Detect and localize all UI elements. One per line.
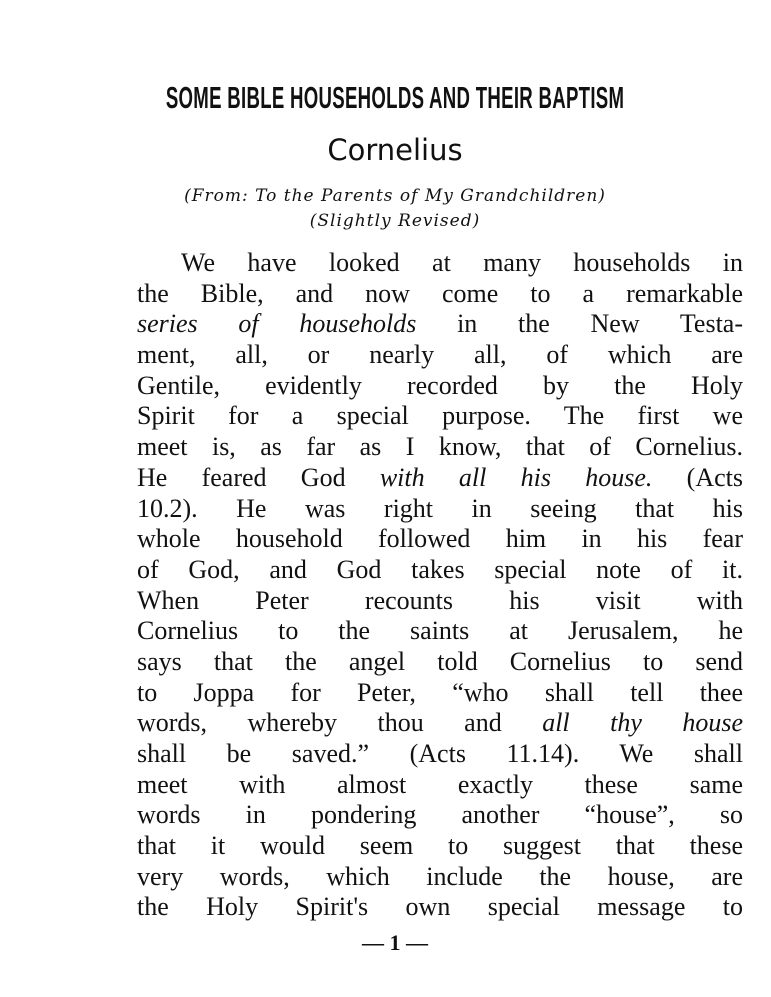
text-segment: Gentile, evidently recorded by the Holy: [137, 370, 743, 400]
text-line: [137, 678, 743, 709]
text-segment: meet with almost exactly these same: [137, 769, 743, 799]
text-segment: words, whereby thou and: [137, 708, 543, 738]
text-segment: ment, all, or nearly all, of which are: [137, 340, 743, 370]
text-segment: (Acts: [652, 462, 743, 492]
text-line: [137, 586, 743, 617]
text-line: [137, 555, 743, 586]
text-segment: He feared God: [137, 462, 380, 492]
text-line: [137, 463, 743, 494]
text-line: [137, 862, 743, 893]
text-segment: words in pondering another “house”, so: [137, 800, 743, 830]
text-line: [137, 248, 743, 279]
text-segment: We have looked at many households in: [181, 248, 743, 277]
source-line: (From: To the Parents of My Grandchildren): [184, 186, 606, 206]
revision-line: (Slightly Revised): [309, 211, 481, 231]
text-segment: meet is, as far as I know, that of Cornelius.: [137, 432, 743, 462]
text-segment: to Joppa for Peter, “who shall tell thee: [137, 677, 743, 707]
emphasized-text: series of households: [137, 309, 417, 339]
text-line: [137, 616, 743, 647]
text-segment: Cornelius to the saints at Jerusalem, he: [137, 616, 743, 646]
text-segment: Spirit for a special purpose. The first we: [137, 401, 743, 431]
text-segment: of God, and God takes special note of it.: [137, 554, 743, 584]
text-line: [137, 831, 743, 862]
text-line: [137, 494, 743, 525]
chapter-title-text: SOME BIBLE HOUSEHOLDS AND THEIR BAPTISM: [166, 80, 625, 115]
text-line: [137, 708, 743, 739]
text-line: [137, 340, 743, 371]
text-line: [137, 309, 743, 340]
emphasized-text: all thy house: [542, 708, 743, 738]
text-segment: very words, which include the house, are: [137, 861, 743, 891]
text-line: [137, 647, 743, 678]
text-segment: in the New Testa-: [416, 309, 743, 339]
text-line: [137, 892, 743, 923]
text-line: [137, 432, 743, 463]
text-line: [137, 524, 743, 555]
text-segment: shall be saved.” (Acts 11.14). We shall: [137, 739, 743, 768]
text-segment: says that the angel told Cornelius to send: [137, 646, 743, 676]
page-number: — 1 —: [362, 930, 428, 955]
text-line: [137, 401, 743, 432]
text-line: [137, 279, 743, 310]
text-segment: When Peter recounts his visit with: [137, 585, 743, 615]
text-segment: that it would seem to suggest that these: [137, 831, 743, 861]
text-segment: whole household followed him in his fear: [137, 524, 743, 554]
emphasized-text: with all his house.: [379, 462, 653, 492]
text-segment: 10.2). He was right in seeing that his: [137, 493, 743, 523]
text-segment: the Holy Spirit's own special message to: [137, 892, 743, 922]
text-line: [137, 371, 743, 402]
chapter-title: [0, 80, 771, 116]
section-heading: Cornelius: [327, 133, 463, 167]
text-segment: the Bible, and now come to a remarkable: [137, 278, 743, 308]
text-line: [137, 739, 743, 770]
text-line: [137, 800, 743, 831]
text-line: [137, 770, 743, 801]
body-text: [137, 248, 743, 923]
